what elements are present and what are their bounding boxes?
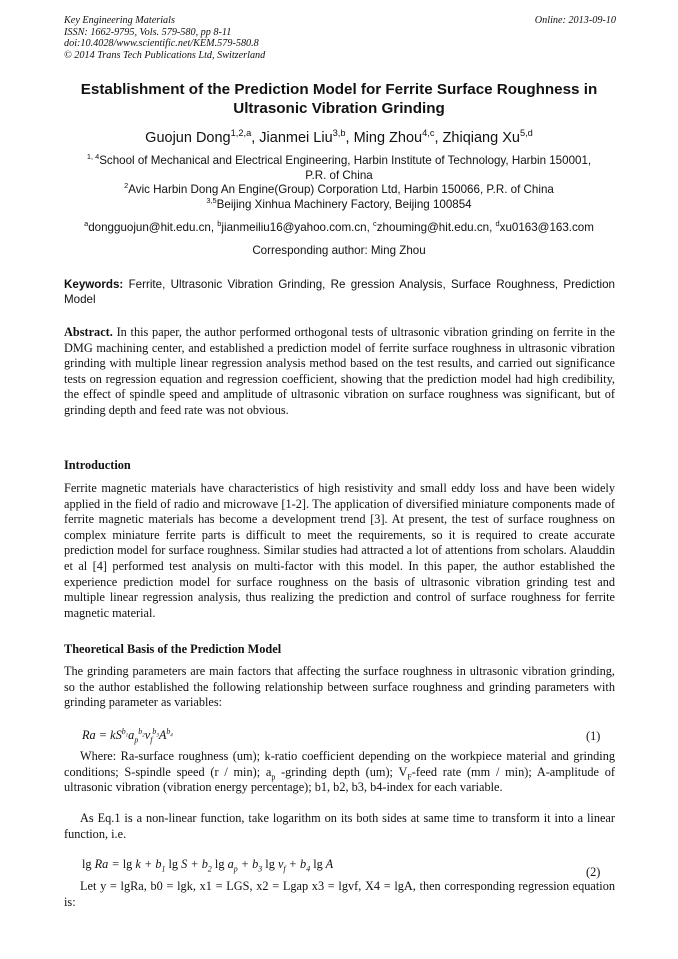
introduction-paragraph: Ferrite magnetic materials have characteristics of high resistivity and small eddy loss and have been widely applied in the field of radio and microwave [1-2]. The application of diversified miniature components made of ferrite magnetic materials has become a development trend [3]. At present, the test of surface roughness on complex miniature ferrite parts is difficult to meet the requirements, so it is required to create accurate prediction model for surface roughness. Similar studies had attracted a lot of attentions from scholars. Alauddin et al [4] performed test analysis on multi-factor with this model. In this paper, the author established the experience prediction model for surface roughness on the basis of ultrasonic vibration grinding test and multiple linear regression analysis, thus realizing the prediction and control of surface roughness for ferrite magnetic material. xyxy=(64,481,615,620)
email-link[interactable]: jianmeiliu16@yahoo.com.cn, xyxy=(221,221,374,234)
author: Jianmei Liu$^{3,b}$, xyxy=(259,128,354,146)
paper-title xyxy=(50,80,628,118)
author-emails: $^a$dongguojun@hit.edu.cn, $^b$jianmeiliu16@yahoo.com.cn, $^c$zhouming@hit.edu.cn, $^d$xu0163@163.com xyxy=(84,219,594,234)
title-line-1: Establishment of the Prediction Model for Ferrite Surface Roughness in xyxy=(80,81,598,98)
author-list xyxy=(40,129,638,147)
equation-2: $\lg Ra = \lg k + b_1$ $\lg S + b_2$ $\lg a_p + b_3$ $\lg v_f + b_4$ lg A xyxy=(82,857,334,874)
author: Ming Zhou$^{4,c}$, xyxy=(353,128,443,146)
email-link[interactable]: xu0163@163.com xyxy=(499,221,594,234)
keywords-label: Keywords: xyxy=(64,278,124,291)
title-line-2: Ultrasonic Vibration Grinding xyxy=(233,100,445,117)
equation-1-number: (1) xyxy=(586,729,601,743)
affiliations xyxy=(50,154,628,212)
section-heading-theory: Theoretical Basis of the Prediction Model xyxy=(64,642,282,656)
journal-header xyxy=(64,15,616,61)
corresponding-author: Corresponding author: Ming Zhou xyxy=(252,244,426,257)
section-heading-introduction: Introduction xyxy=(64,458,131,472)
author: Zhiqiang Xu$^{5,d}$ xyxy=(442,128,533,146)
email-link[interactable]: zhouming@hit.edu.cn, xyxy=(376,221,496,234)
journal-doi: doi:10.4028/www.scientific.net/KEM.579-580.8 xyxy=(64,38,259,50)
online-date: Online: 2013-09-10 xyxy=(534,15,616,26)
affiliation: $^{3,5}$Beijing Xinhua Machinery Factory, Beijing 100854 xyxy=(206,195,472,211)
journal-issn: ISSN: 1662-9795, Vols. 579-580, pp 8-11 xyxy=(64,26,232,38)
equation-2-number: (2) xyxy=(586,865,601,879)
journal-copyright: © 2014 Trans Tech Publications Ltd, Switzerland xyxy=(64,49,266,61)
abstract-label: Abstract. xyxy=(64,325,113,339)
email-link[interactable]: dongguojun@hit.edu.cn, xyxy=(88,221,218,234)
affiliation: P.R. of China xyxy=(305,168,373,182)
keywords-text: Ferrite, Ultrasonic Vibration Grinding, Re gression Analysis, Surface Roughness, Prediction Model xyxy=(64,278,615,307)
journal-name: Key Engineering Materials xyxy=(64,15,175,26)
equation-1: $Ra = kS^{b_1}a_p^{b_2}v_f^{b_3}A^{b_4}$ xyxy=(82,726,173,745)
affiliation: $^{1, 4}$School of Mechanical and Electrical Engineering, Harbin Institute of Technology, Harbin 150001, xyxy=(86,152,592,167)
theory-paragraph-2: As Eq.1 is a non-linear function, take logarithm on its both sides at same time to transform it into a linear function, i.e. xyxy=(64,811,615,841)
abstract-text: In this paper, the author performed orthogonal tests of ultrasonic vibration grinding on ferrite in the DMG machining center, and established a prediction model of ferrite surface roughness in ultrasonic vibration grinding with multiple linear regression analysis method based on the test results, and carried out significance tests on regression equation and regression coefficient, showing that the prediction model had high credibility, the effect of spindle speed and amplitude of ultrasonic vibration on surface roughness was significant, but of grinding depth and feed rate was not obvious. xyxy=(64,325,615,417)
author: Guojun Dong$^{1,2,a}$, xyxy=(145,128,260,146)
keywords xyxy=(64,277,615,308)
where-paragraph: Where: Ra-surface roughness (um); k-ratio coefficient depending on the workpiece material and grinding conditions; S-spindle speed (r / min); $a_p$ -grinding depth (um); $V_F$-feed rate (mm / min); A-amplitude of ultrasonic vibration (vibration energy percentage); b1, b2, b3, b4-index for each variable. xyxy=(64,749,615,795)
affiliation: $^2$Avic Harbin Dong An Engine(Group) Corporation Ltd, Harbin 150066, P.R. of China xyxy=(124,181,554,197)
theory-paragraph-1: The grinding parameters are main factors that affecting the surface roughness in ultrasonic vibration grinding, so the author established the following relationship between surface roughness and grinding parameters with grinding parameter as variables: xyxy=(64,664,615,710)
abstract xyxy=(64,325,615,419)
theory-paragraph-3: Let y = lgRa, b0 = lgk, x1 = LGS, x2 = Lgap x3 = lgvf, X4 = lgA, then corresponding regression equation is: xyxy=(64,879,615,909)
